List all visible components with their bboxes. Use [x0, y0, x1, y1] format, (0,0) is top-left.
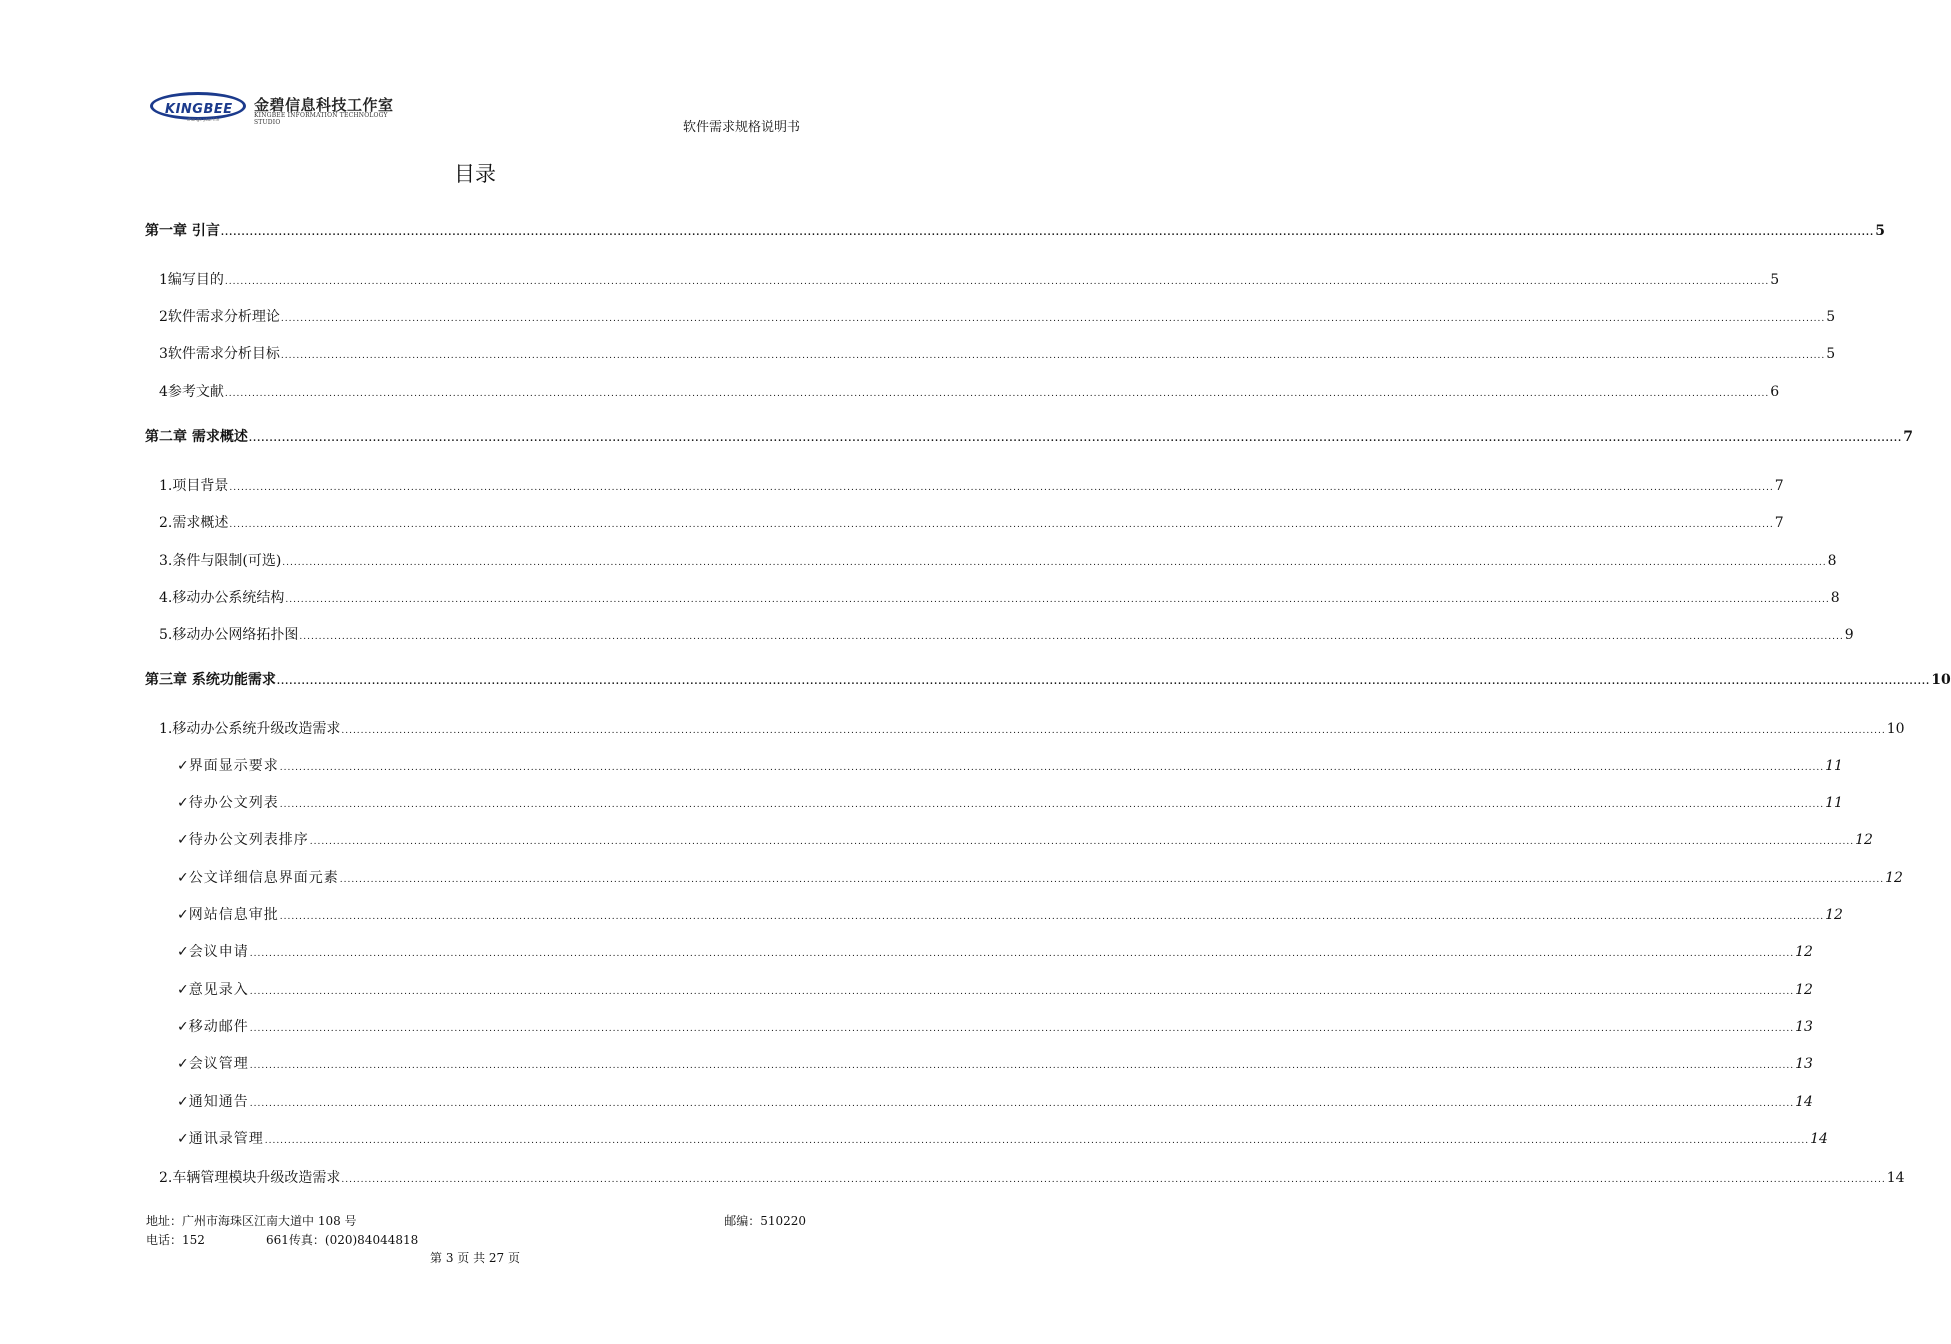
- checkmark-icon: ✓: [177, 907, 189, 923]
- leader-dots: ................................................................................................................................................................................................................................................................................................................................................................................................................: [229, 520, 1774, 530]
- toc-entry[interactable]: [145, 343, 1836, 363]
- chapter-title: 第三章 系统功能需求: [145, 672, 276, 688]
- leader-dots: ................................................................................................................................................................................................................................................................................................................................................................................................................: [249, 949, 1795, 959]
- entry-number: 3: [159, 346, 168, 362]
- leader-dots: ................................................................................................................................................................................................................................................................................................................................................................................................................: [279, 763, 1825, 773]
- page-number: 12: [1885, 870, 1903, 886]
- page-number: 9: [1844, 627, 1854, 643]
- entry-title: 界面显示要求: [188, 758, 279, 774]
- entry-title: 软件需求分析目标: [167, 346, 280, 362]
- page-number: 10: [1886, 721, 1905, 737]
- page-number: 6: [1770, 384, 1780, 400]
- logo-emblem: [150, 92, 246, 120]
- toc-entry[interactable]: [145, 550, 1837, 570]
- entry-title: 通知通告: [188, 1094, 249, 1110]
- entry-number: 2.: [159, 1170, 173, 1186]
- leader-dots: ................................................................................................................................................................................................................................................................................................................................................................................................................: [248, 434, 1903, 444]
- leader-dots: ................................................................................................................................................................................................................................................................................................................................................................................................................: [249, 1024, 1795, 1034]
- footer-fax: 661传真：(020)84044818: [266, 1233, 419, 1247]
- toc-subentry[interactable]: [145, 867, 1903, 887]
- leader-dots: ................................................................................................................................................................................................................................................................................................................................................................................................................: [285, 595, 1830, 605]
- checkmark-icon: ✓: [177, 1131, 189, 1147]
- entry-number: 1.: [159, 721, 173, 737]
- entry-title: 移动办公系统升级改造需求: [172, 721, 341, 737]
- leader-dots: ................................................................................................................................................................................................................................................................................................................................................................................................................: [282, 558, 1827, 568]
- page-number: 11: [1825, 795, 1843, 811]
- toc-entry[interactable]: [145, 306, 1836, 326]
- entry-title: 编写目的: [167, 272, 224, 288]
- page-number: 12: [1855, 832, 1873, 848]
- chapter-title: 第一章 引言: [145, 223, 220, 239]
- page-title: 目录: [454, 162, 496, 186]
- entry-number: 4: [159, 384, 168, 400]
- page-number: 8: [1830, 590, 1840, 606]
- page-number: 14: [1795, 1094, 1813, 1110]
- entry-title: 车辆管理模块升级改造需求: [172, 1170, 341, 1186]
- entry-title: 待办公文列表排序: [188, 832, 309, 848]
- page-number: 14: [1886, 1170, 1905, 1186]
- leader-dots: ................................................................................................................................................................................................................................................................................................................................................................................................................: [229, 483, 1774, 493]
- company-logo: [146, 88, 416, 128]
- checkmark-icon: ✓: [177, 1094, 189, 1110]
- page-number: 13: [1795, 1056, 1813, 1072]
- checkmark-icon: ✓: [177, 795, 189, 811]
- entry-number: 5.: [159, 627, 173, 643]
- toc-subentry[interactable]: [145, 755, 1843, 775]
- checkmark-icon: ✓: [177, 944, 189, 960]
- entry-title: 移动办公系统结构: [172, 590, 285, 606]
- footer-address: 地址：广州市海珠区江南大道中 108 号: [146, 1214, 357, 1228]
- toc-entry[interactable]: [145, 624, 1854, 644]
- logo-tagline: change your life: [187, 117, 220, 122]
- toc-subentry[interactable]: [145, 904, 1843, 924]
- leader-dots: ................................................................................................................................................................................................................................................................................................................................................................................................................: [249, 1061, 1795, 1071]
- leader-dots: ................................................................................................................................................................................................................................................................................................................................................................................................................: [280, 351, 1826, 361]
- entry-title: 通讯录管理: [188, 1131, 264, 1147]
- footer-zip: 邮编：510220: [724, 1214, 806, 1228]
- checkmark-icon: ✓: [177, 1019, 189, 1035]
- leader-dots: ................................................................................................................................................................................................................................................................................................................................................................................................................: [341, 726, 1886, 736]
- toc-entry[interactable]: [145, 269, 1780, 289]
- page-number: 12: [1825, 907, 1843, 923]
- toc-entry[interactable]: [145, 512, 1784, 532]
- leader-dots: ................................................................................................................................................................................................................................................................................................................................................................................................................: [220, 228, 1875, 238]
- toc-subentry[interactable]: [145, 792, 1843, 812]
- toc-entry[interactable]: [145, 475, 1784, 495]
- page-number: 5: [1826, 346, 1836, 362]
- entry-title: 网站信息审批: [188, 907, 279, 923]
- toc-subentry[interactable]: [145, 941, 1813, 961]
- toc-chapter-3[interactable]: [145, 669, 1951, 689]
- logo-word: KINGBEE: [165, 102, 233, 117]
- leader-dots: ................................................................................................................................................................................................................................................................................................................................................................................................................: [309, 837, 1855, 847]
- document-type: 软件需求规格说明书: [682, 120, 800, 135]
- leader-dots: ................................................................................................................................................................................................................................................................................................................................................................................................................: [264, 1136, 1810, 1146]
- page-number: 14: [1810, 1131, 1828, 1147]
- toc-subentry[interactable]: [145, 829, 1873, 849]
- page-number: 7: [1774, 515, 1784, 531]
- entry-number: 3.: [159, 553, 173, 569]
- toc-subentry[interactable]: [145, 1091, 1813, 1111]
- company-name: 金碧信息科技工作室: [254, 96, 394, 114]
- page-number: 7: [1903, 429, 1913, 445]
- footer-phone: 电话：152: [146, 1233, 205, 1247]
- leader-dots: ................................................................................................................................................................................................................................................................................................................................................................................................................: [280, 314, 1826, 324]
- checkmark-icon: ✓: [177, 832, 189, 848]
- leader-dots: ................................................................................................................................................................................................................................................................................................................................................................................................................: [341, 1175, 1886, 1185]
- leader-dots: ................................................................................................................................................................................................................................................................................................................................................................................................................: [339, 875, 1885, 885]
- toc-subentry[interactable]: [145, 1053, 1813, 1073]
- entry-title: 会议申请: [188, 944, 249, 960]
- entry-title: 公文详细信息界面元素: [188, 870, 339, 886]
- toc-subentry[interactable]: [145, 1016, 1813, 1036]
- page-number: 第 3 页 共 27 页: [430, 1251, 520, 1265]
- chapter-title: 第二章 需求概述: [145, 429, 248, 445]
- page-number: 7: [1774, 478, 1784, 494]
- toc-chapter-2[interactable]: [145, 426, 1913, 446]
- page-number: 5: [1875, 223, 1885, 239]
- entry-title: 项目背景: [172, 478, 229, 494]
- leader-dots: ................................................................................................................................................................................................................................................................................................................................................................................................................: [279, 912, 1825, 922]
- leader-dots: ................................................................................................................................................................................................................................................................................................................................................................................................................: [249, 1099, 1795, 1109]
- checkmark-icon: ✓: [177, 758, 189, 774]
- entry-title: 移动邮件: [188, 1019, 249, 1035]
- leader-dots: ................................................................................................................................................................................................................................................................................................................................................................................................................: [224, 389, 1770, 399]
- entry-title: 参考文献: [167, 384, 224, 400]
- leader-dots: ................................................................................................................................................................................................................................................................................................................................................................................................................: [276, 677, 1931, 687]
- toc-entry[interactable]: [145, 381, 1780, 401]
- entry-title: 移动办公网络拓扑图: [172, 627, 299, 643]
- toc-subentry[interactable]: [145, 1128, 1828, 1148]
- toc-entry[interactable]: [145, 587, 1840, 607]
- entry-title: 待办公文列表: [188, 795, 279, 811]
- page-number: 10: [1931, 672, 1951, 688]
- entry-title: 意见录入: [188, 982, 249, 998]
- toc-chapter-1[interactable]: [145, 220, 1885, 240]
- page-number: 13: [1795, 1019, 1813, 1035]
- page-number: 8: [1827, 553, 1837, 569]
- page-number: 11: [1825, 758, 1843, 774]
- entry-title: 需求概述: [172, 515, 229, 531]
- page-number: 12: [1795, 944, 1813, 960]
- page-number: 5: [1770, 272, 1780, 288]
- page-number: 5: [1826, 309, 1836, 325]
- leader-dots: ................................................................................................................................................................................................................................................................................................................................................................................................................: [249, 987, 1795, 997]
- checkmark-icon: ✓: [177, 870, 189, 886]
- checkmark-icon: ✓: [177, 982, 189, 998]
- toc-subentry[interactable]: [145, 979, 1813, 999]
- entry-title: 会议管理: [188, 1056, 249, 1072]
- entry-title: 条件与限制(可选): [172, 553, 282, 569]
- leader-dots: ................................................................................................................................................................................................................................................................................................................................................................................................................: [299, 632, 1844, 642]
- page-number: 12: [1795, 982, 1813, 998]
- toc-entry[interactable]: [145, 718, 1905, 738]
- entry-title: 软件需求分析理论: [167, 309, 280, 325]
- leader-dots: ................................................................................................................................................................................................................................................................................................................................................................................................................: [224, 277, 1770, 287]
- checkmark-icon: ✓: [177, 1056, 189, 1072]
- entry-number: 1: [159, 272, 168, 288]
- leader-dots: ................................................................................................................................................................................................................................................................................................................................................................................................................: [279, 800, 1825, 810]
- entry-number: 2.: [159, 515, 173, 531]
- entry-number: 4.: [159, 590, 173, 606]
- entry-number: 1.: [159, 478, 173, 494]
- entry-number: 2: [159, 309, 168, 325]
- company-name-en: KINGBEE INFORMATION TECHNOLOGY STUDIO: [254, 112, 388, 126]
- toc-entry[interactable]: [145, 1167, 1905, 1187]
- page-header: [146, 88, 806, 135]
